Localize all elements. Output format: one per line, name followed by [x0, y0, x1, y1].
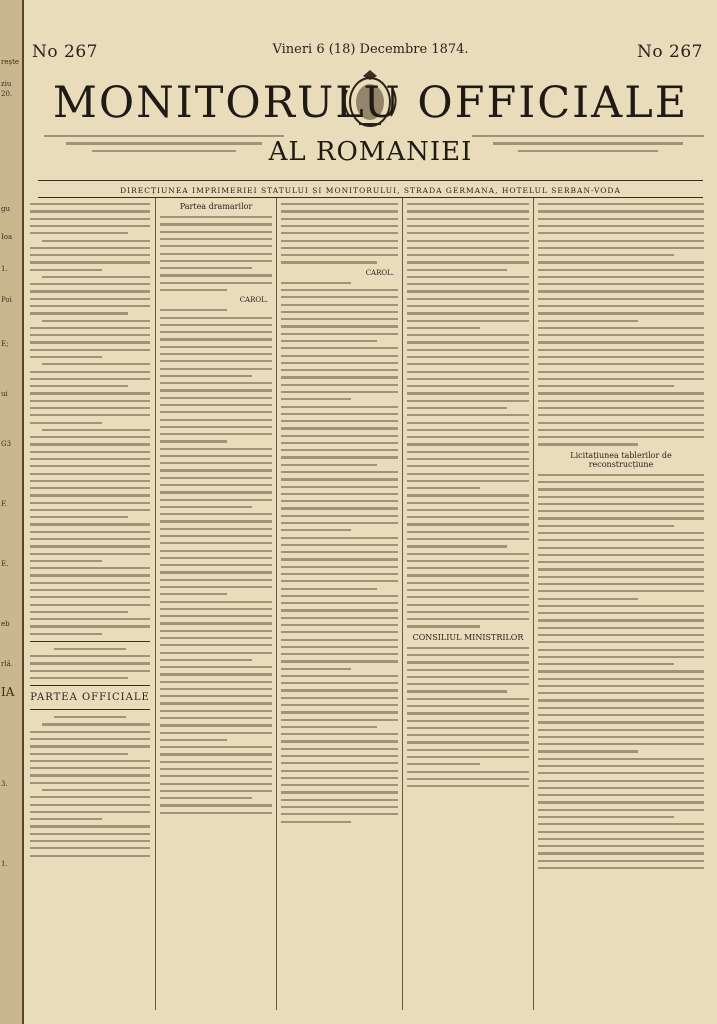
edge-fragment: E. — [1, 560, 9, 568]
adjacent-page-edge — [0, 0, 24, 1024]
edge-fragment: 3. — [1, 780, 8, 788]
edge-fragment: 20. — [1, 90, 13, 98]
council-heading: CONSILIUL MINISTRILOR — [412, 632, 524, 642]
issue-number-left: No 267 — [32, 42, 98, 62]
edge-fragment: 1. — [1, 265, 8, 273]
column-divider — [276, 198, 277, 1010]
edge-fragment: Ioa — [1, 233, 13, 241]
signature: CAROL. — [365, 268, 394, 277]
edge-fragment: G3 — [1, 440, 12, 448]
subscription-info-right — [472, 130, 704, 157]
column-4 — [407, 198, 529, 1010]
signature: CAROL. — [239, 296, 268, 305]
edge-fragment: rește — [1, 58, 20, 66]
section-heading: Licitațiunea tablerilor de reconstrucțiune — [570, 450, 672, 469]
column-divider — [533, 198, 534, 1010]
column-1 — [30, 198, 150, 1010]
edge-fragment: gu — [1, 205, 10, 213]
edge-fragment: 1. — [1, 860, 8, 868]
direction-line: DIRECȚIUNEA IMPRIMERIEI STATULUI ȘI MONITORULUI, STRADA GERMANA, HOTELUL SERBAN-VODA — [120, 186, 621, 195]
column-5 — [538, 198, 704, 1010]
column-divider — [155, 198, 156, 1010]
edge-fragment: Poi — [1, 296, 12, 304]
newspaper-subtitle: AL ROMANIEI — [268, 137, 473, 167]
newspaper-page — [24, 0, 717, 1024]
column-2 — [160, 198, 272, 1010]
official-part-heading: PARTEA OFFICIALE — [30, 692, 150, 704]
edge-fragment: eb — [1, 620, 10, 628]
edge-fragment: ziu — [1, 80, 12, 88]
edge-fragment: rlă. — [1, 660, 13, 668]
edge-fragment: IA — [1, 685, 15, 699]
subscription-info-left — [44, 130, 284, 157]
issue-number-right: No 267 — [637, 42, 703, 62]
edge-fragment: F. — [1, 500, 7, 508]
newspaper-title: MONITORULU OFFICIALE — [52, 78, 689, 128]
edge-fragment: ui — [1, 390, 8, 398]
column-3 — [281, 198, 398, 1010]
header-rule-top — [38, 180, 703, 181]
section-heading: Partea dramarilor — [179, 202, 253, 211]
edge-fragment: E; — [1, 340, 9, 348]
issue-date: Vineri 6 (18) Decembre 1874. — [272, 42, 469, 57]
column-divider — [402, 198, 403, 1010]
